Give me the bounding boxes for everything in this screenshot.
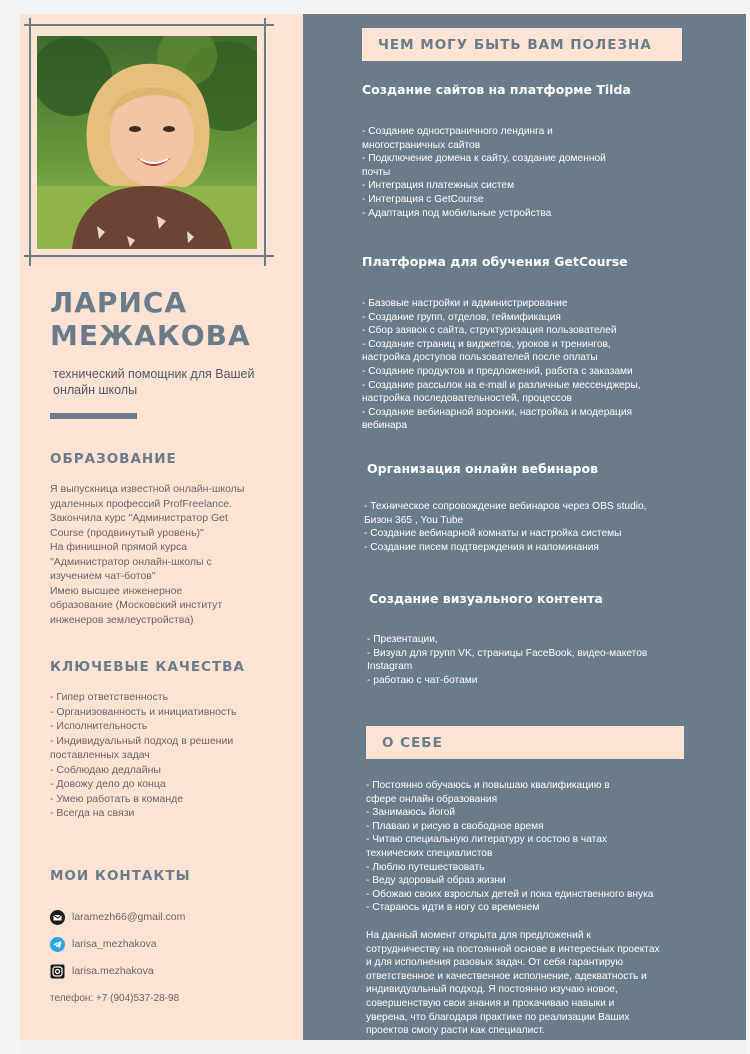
contact-email[interactable] [50, 909, 185, 925]
webinars-heading: Организация онлайн вебинаров [367, 461, 598, 476]
page-bottom-edge [20, 1040, 746, 1054]
contact-instagram[interactable] [50, 963, 154, 979]
qualities-heading: КЛЮЧЕВЫЕ КАЧЕСТВА [50, 659, 245, 675]
contacts-heading: МОИ КОНТАКТЫ [50, 868, 191, 884]
telegram-text: larisa_mezhakova [72, 938, 157, 950]
getcourse-heading: Платформа для обучения GetCourse [362, 254, 628, 269]
tilda-heading: Создание сайтов на платформе Tilda [362, 82, 631, 97]
telegram-icon [50, 937, 65, 952]
webinars-text: - Техническое сопровождение вебинаров через OBS studio, Бизон 365 , You Tube - Создание вебинарной комнаты и настройка системы - Создание писем подтверждения и напоминания [364, 501, 647, 553]
instagram-icon [50, 964, 65, 979]
name-first: ЛАРИСА [50, 286, 188, 319]
tilda-text: - Создание одностраничного лендинга и многостраничных сайтов - Подключение домена к сайту, создание доменной почты - Интеграция платежных систем - Интеграция с GetCourse - Адаптация под мобильные устройства [362, 126, 606, 219]
visual-heading: Создание визуального контента [369, 591, 603, 606]
name-divider [50, 413, 137, 419]
profile-photo [37, 36, 257, 249]
photo-frame-line-top [24, 24, 274, 26]
about-paragraph: На данный момент открыта для предложений к сотрудничеству на постоянной основе в интересных проектах и для исполнения разовых задач. От себя гарантирую ответственное и качественное исполнение, адекватность и индивидуальный подход. Я постоянно изучаю новое, совершенствую свои знания и прокачиваю навыки и уверена, что благодаря практике по реализации Ваших проектов смогу расти как специалист. [366, 930, 660, 1037]
visual-text: - Презентации, - Визуал для групп VK, страницы FaceBook, видео-макетов Instagram - работаю с чат-ботами [367, 634, 648, 686]
email-icon [50, 910, 65, 925]
person-name [50, 286, 251, 352]
services-banner: ЧЕМ МОГУ БЫТЬ ВАМ ПОЛЕЗНА [362, 28, 682, 61]
photo-frame-line-bottom [24, 255, 274, 257]
about-banner: О СЕБЕ [366, 726, 684, 759]
photo-frame-line-left [29, 18, 31, 266]
resume-page [20, 14, 746, 1044]
name-last: МЕЖАКОВА [50, 319, 251, 352]
email-text: laramezh66@gmail.com [72, 911, 186, 923]
left-column [20, 14, 303, 1044]
contact-telegram[interactable] [50, 936, 157, 952]
getcourse-text: - Базовые настройки и администрирование - Создание групп, отделов, геймификация - Сбор заявок с сайта, структуризация пользователей - Создание страниц и виджетов, уроков и тренингов, настройка доступов пользователей после оплаты - Создание продуктов и предложений, работа с заказами - Создание рассылок на e-mail и различные мессенджеры, настройка последовательностей, процессов - Создание вебинарной воронки, настройка и модерация вебинара [362, 298, 641, 432]
about-list: - Постоянно обучаюсь и повышаю квалификацию в сфере онлайн образования - Занимаюсь йогой - Плаваю и рисую в свободное время - Читаю специальную литературу и состою в чатах технических специалистов - Люблю путешествовать - Веду здоровый образ жизни - Обожаю своих взрослых детей и пока единственного внука - Стараюсь идти в ногу со временем [366, 780, 654, 914]
qualities-list: - Гипер ответственность - Организованность и инициативность - Исполнительность - Индивидуальный подход в решении поставленных задач - Соблюдаю дедлайны - Довожу дело до конца - Умею работать в команде - Всегда на связи [50, 691, 237, 819]
photo-frame-line-right [264, 18, 266, 266]
instagram-text: larisa.mezhakova [72, 965, 154, 977]
job-subtitle: технический помощник для Вашей онлайн школы [53, 367, 255, 397]
education-text: Я выпускница известной онлайн-школы удаленных профессий ProfFreelance. Закончила курс "Администратор Get Course (продвинутый уровень)" На финишной прямой курса "Администратор онлайн-школы с изучением чат-ботов" Имею высшее инженерное образование (Московский институт инженеров землеустройства) [50, 483, 245, 626]
contact-phone: телефон: +7 (904)537-28-98 [50, 993, 180, 1004]
education-heading: ОБРАЗОВАНИЕ [50, 451, 177, 467]
